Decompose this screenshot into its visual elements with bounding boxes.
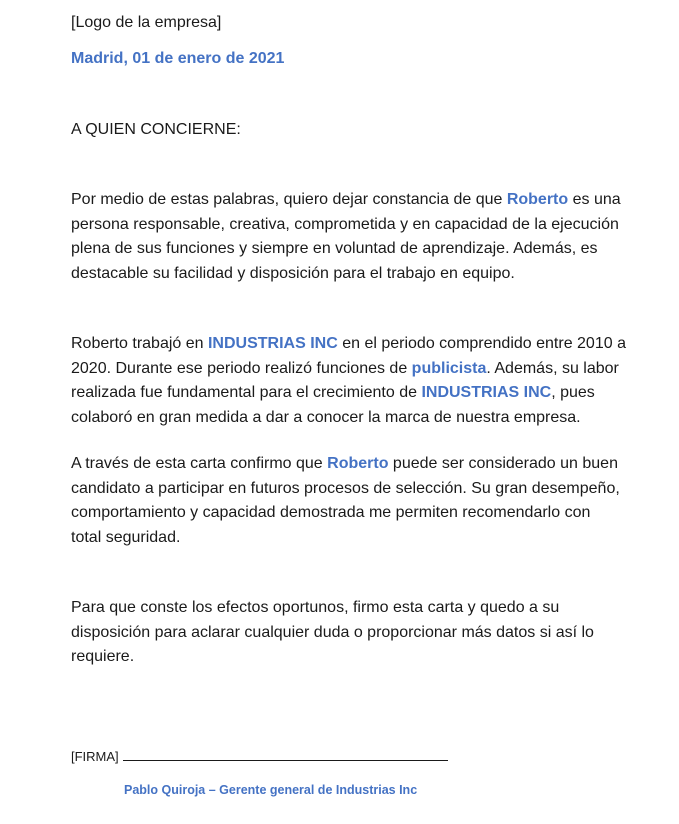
letter-greeting: A QUIEN CONCIERNE: xyxy=(71,121,241,138)
paragraph-3-line-3: comportamiento y capacidad demostrada me permiten recomendarlo con xyxy=(71,504,591,521)
candidate-name: Roberto xyxy=(506,191,569,208)
signature-block xyxy=(71,746,448,767)
company-name: INDUSTRIAS INC xyxy=(207,335,338,352)
paragraph-4 xyxy=(71,596,671,670)
signature-label: [FIRMA] xyxy=(71,749,119,764)
paragraph-4-line-3: requiere. xyxy=(71,648,135,665)
paragraph-3-line-2: candidato a participar en futuros procesos de selección. Su gran desempeño, xyxy=(71,479,620,497)
paragraph-1-line-2: persona responsable, creativa, comprometida y en capacidad de la ejecución xyxy=(71,215,619,233)
paragraph-2-line-2: 2020. Durante ese periodo realizó funciones de publicista. Además, su labor xyxy=(71,359,619,377)
paragraph-3-line-1: A través de esta carta confirmo que Roberto puede ser considerado un buen xyxy=(71,455,618,472)
candidate-name: Roberto xyxy=(327,455,389,472)
paragraph-1-line-1: Por medio de estas palabras, quiero dejar constancia de que Roberto es una xyxy=(71,191,621,208)
paragraph-3-line-4: total seguridad. xyxy=(71,528,181,546)
paragraph-2 xyxy=(71,332,671,430)
paragraph-3 xyxy=(71,452,671,550)
job-title: publicista xyxy=(411,359,487,377)
paragraph-1 xyxy=(71,188,671,286)
company-name: INDUSTRIAS INC xyxy=(421,384,552,401)
paragraph-4-line-2: disposición para aclarar cualquier duda o proporcionar más datos si así lo xyxy=(71,623,594,641)
paragraph-2-line-1: Roberto trabajó en INDUSTRIAS INC en el periodo comprendido entre 2010 a xyxy=(71,335,626,352)
paragraph-1-line-3: plena de sus funciones y siempre en voluntad de aprendizaje. Además, es xyxy=(71,240,598,257)
paragraph-2-line-4: colaboró en gran medida a dar a conocer la marca de nuestra empresa. xyxy=(71,408,581,426)
paragraph-1-line-4: destacable su facilidad y disposición para el trabajo en equipo. xyxy=(71,264,515,282)
paragraph-4-line-1: Para que conste los efectos oportunos, firmo esta carta y quedo a su xyxy=(71,599,560,616)
signature-line xyxy=(123,746,448,761)
signer-name-title: Pablo Quiroja – Gerente general de Industrias Inc xyxy=(124,783,418,797)
company-logo-placeholder: [Logo de la empresa] xyxy=(71,14,222,31)
letter-date: Madrid, 01 de enero de 2021 xyxy=(71,50,285,67)
paragraph-2-line-3: realizada fue fundamental para el crecimiento de INDUSTRIAS INC, pues xyxy=(71,384,595,401)
